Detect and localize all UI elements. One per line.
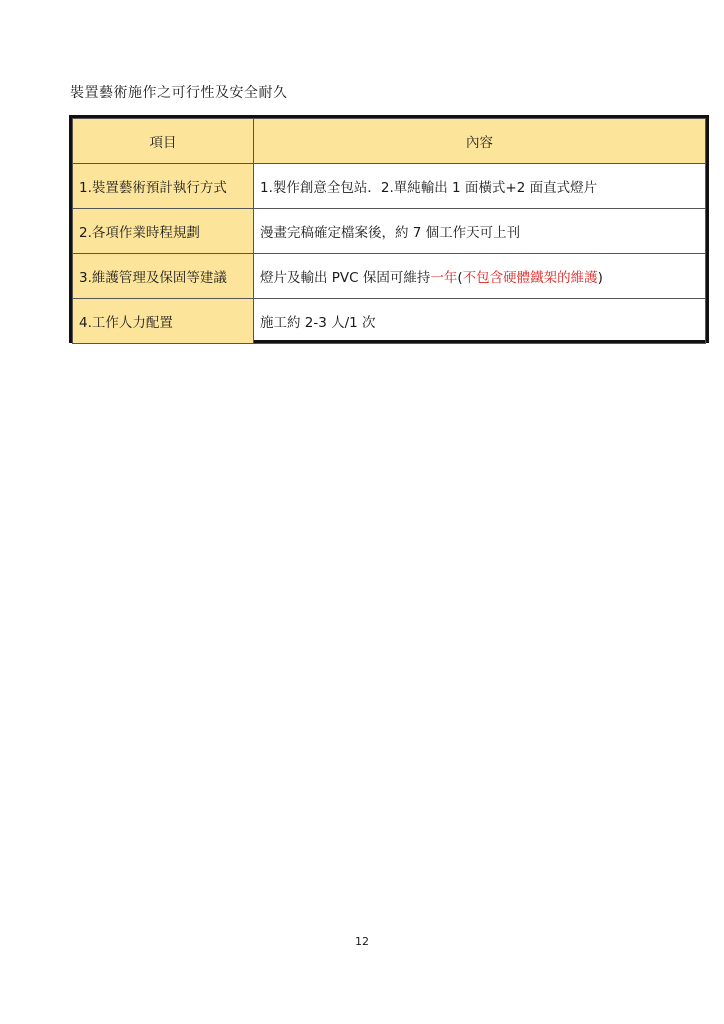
table-row: [73, 209, 706, 254]
row-label: 4.工作人力配置: [73, 299, 254, 344]
paren-close: ): [597, 270, 603, 286]
section-heading: 裝置藝術施作之可行性及安全耐久: [70, 85, 288, 101]
table-row: [73, 164, 706, 209]
row-content: 1.製作創意全包站．2.單純輸出 1 面橫式+2 面直式燈片: [254, 164, 706, 209]
feasibility-table: [69, 115, 709, 343]
row-content: 施工約 2-3 人/1 次: [254, 299, 706, 344]
row-label: 2.各項作業時程規劃: [73, 209, 254, 254]
row-label: 1.裝置藝術預計執行方式: [73, 164, 254, 209]
paren-open: (: [457, 270, 463, 286]
table-row: [73, 254, 706, 299]
row-content: [254, 254, 706, 299]
row-label: 3.維護管理及保固等建議: [73, 254, 254, 299]
content-text: 燈片及輸出 PVC 保固可維持: [260, 270, 431, 286]
page-number: 12: [355, 935, 369, 948]
warranty-exclusion: 不包含硬體鐵架的維護: [462, 270, 598, 286]
table-header-row: [73, 119, 706, 164]
warranty-duration: 一年: [430, 270, 458, 286]
header-content: 內容: [254, 119, 706, 164]
header-item: 項目: [73, 119, 254, 164]
row-content: 漫畫完稿確定檔案後，約 7 個工作天可上刊: [254, 209, 706, 254]
table-row: [73, 299, 706, 344]
